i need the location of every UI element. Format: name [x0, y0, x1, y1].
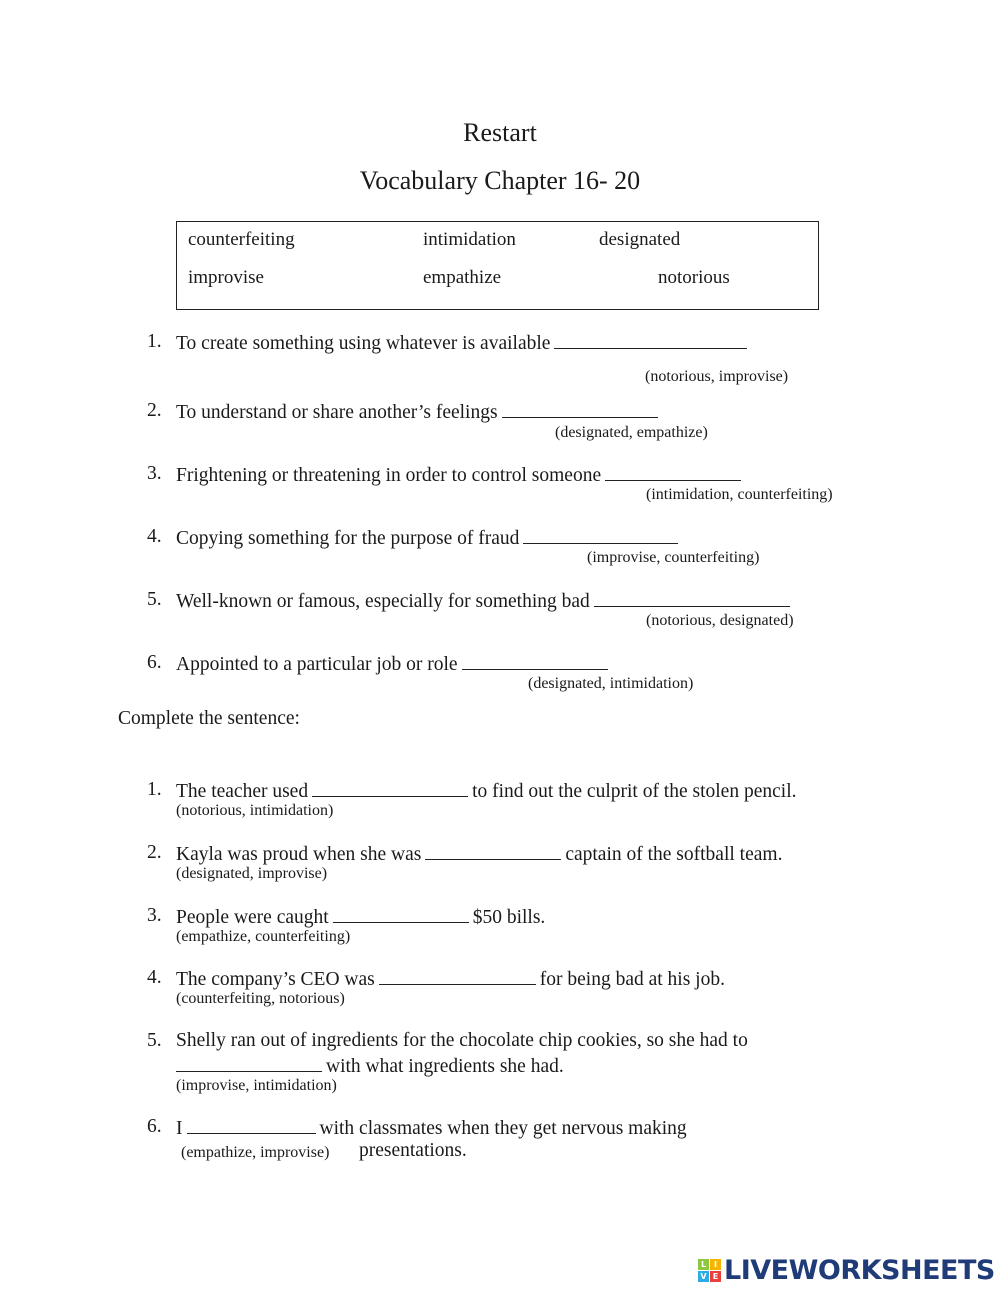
liveworksheets-logo: [698, 1255, 995, 1286]
question-text: Copying something for the purpose of fraud: [176, 528, 520, 549]
sentence-text: The company’s CEO was: [176, 969, 375, 990]
answer-blank[interactable]: [379, 966, 536, 985]
answer-blank[interactable]: [502, 399, 658, 418]
question-text: Frightening or threatening in order to control someone: [176, 465, 602, 486]
answer-blank[interactable]: [554, 330, 747, 349]
answer-blank[interactable]: [176, 1053, 322, 1072]
sentence-number: 3.: [147, 905, 162, 926]
answer-blank[interactable]: [605, 462, 741, 481]
sentence-number: 5.: [147, 1030, 162, 1051]
word-bank-item: intimidation: [423, 229, 516, 250]
word-bank-item: notorious: [658, 267, 730, 288]
answer-options: (designated, intimidation): [528, 675, 694, 692]
sentence-number: 4.: [147, 967, 162, 988]
word-bank-item: designated: [599, 229, 681, 250]
logo-tile: L: [698, 1259, 709, 1270]
sentence-text: with classmates when they get nervous making: [319, 1118, 687, 1139]
question-2: [176, 399, 662, 425]
answer-options: (designated, empathize): [555, 424, 708, 441]
sentence-text: to find out the culprit of the stolen pencil.: [472, 781, 797, 802]
sentence-number: 1.: [147, 779, 162, 800]
question-number: 3.: [147, 463, 162, 484]
word-bank-item: counterfeiting: [188, 229, 295, 250]
answer-options: (counterfeiting, notorious): [176, 990, 345, 1007]
sentence-text: presentations.: [359, 1140, 467, 1161]
sentence-text: captain of the softball team.: [565, 844, 783, 865]
answer-options: (notorious, improvise): [645, 368, 789, 385]
answer-options: (intimidation, counterfeiting): [646, 486, 833, 503]
sentence-text: I: [176, 1118, 183, 1139]
question-number: 4.: [147, 526, 162, 547]
sentence-text: with what ingredients she had.: [326, 1056, 564, 1077]
answer-options: (designated, improvise): [176, 865, 328, 882]
answer-blank[interactable]: [425, 841, 561, 860]
answer-blank[interactable]: [462, 651, 608, 670]
section-heading: Complete the sentence:: [118, 708, 300, 729]
logo-tiles-icon: [698, 1259, 721, 1282]
question-1: [176, 330, 751, 356]
sentence-text: People were caught: [176, 907, 329, 928]
word-bank-item: empathize: [423, 267, 502, 288]
question-text: Well-known or famous, especially for something bad: [176, 591, 590, 612]
answer-options: (empathize, counterfeiting): [176, 928, 351, 945]
sentence-text: $50 bills.: [472, 907, 546, 928]
logo-tile: E: [710, 1271, 721, 1282]
logo-text: LIVEWORKSHEETS: [724, 1255, 995, 1286]
answer-options: (notorious, designated): [646, 612, 794, 629]
sentence-text: for being bad at his job.: [539, 969, 725, 990]
worksheet-subtitle: Vocabulary Chapter 16- 20: [359, 166, 641, 195]
logo-tile: I: [710, 1259, 721, 1270]
sentence-number: 6.: [147, 1116, 162, 1137]
answer-blank[interactable]: [523, 525, 678, 544]
sentence-6: [176, 1115, 687, 1141]
answer-blank[interactable]: [312, 778, 468, 797]
question-text: To understand or share another’s feelings: [176, 402, 498, 423]
sentence-5-text: Shelly ran out of ingredients for the chocolate chip cookies, so she had to: [176, 1030, 748, 1051]
question-text: To create something using whatever is available: [176, 333, 551, 354]
sentence-text: Kayla was proud when she was: [176, 844, 422, 865]
answer-blank[interactable]: [187, 1115, 316, 1134]
question-number: 1.: [147, 331, 162, 352]
sentence-number: 2.: [147, 842, 162, 863]
answer-blank[interactable]: [333, 904, 469, 923]
answer-options: (improvise, intimidation): [176, 1077, 337, 1094]
answer-options: (empathize, improvise): [181, 1144, 330, 1161]
question-text: Appointed to a particular job or role: [176, 654, 458, 675]
sentence-text: The teacher used: [176, 781, 309, 802]
answer-options: (notorious, intimidation): [176, 802, 334, 819]
question-number: 2.: [147, 400, 162, 421]
question-number: 5.: [147, 589, 162, 610]
answer-options: (improvise, counterfeiting): [587, 549, 760, 566]
answer-blank[interactable]: [594, 588, 790, 607]
logo-tile: V: [698, 1271, 709, 1282]
question-number: 6.: [147, 652, 162, 673]
worksheet-title: Restart: [463, 118, 537, 147]
word-bank-item: improvise: [188, 267, 264, 288]
